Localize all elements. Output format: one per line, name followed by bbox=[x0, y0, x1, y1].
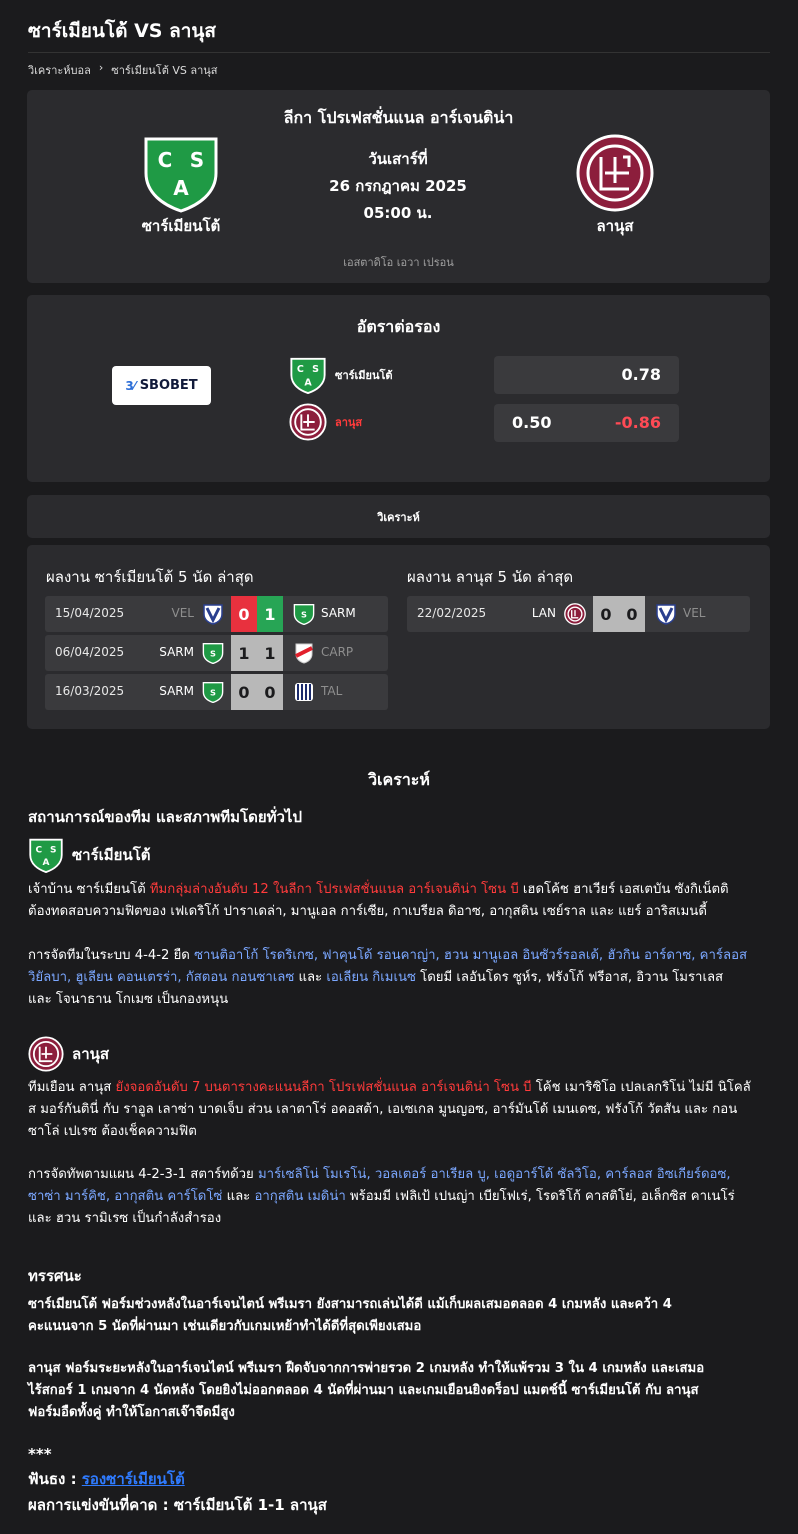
svg-text:A: A bbox=[42, 857, 50, 868]
lanus-logo bbox=[28, 1036, 64, 1072]
away-team-heading bbox=[28, 1036, 109, 1072]
home-form-row[interactable] bbox=[45, 596, 388, 632]
text-span: ซาโล่ เปเรซ ต้องเช็คความฟิต bbox=[28, 1124, 197, 1139]
home-team-heading bbox=[28, 837, 151, 873]
text-span: การจัดทัพตามแผน 4-2-3-1 สตาร์ทด้วย bbox=[28, 1167, 258, 1182]
home-form-row[interactable] bbox=[45, 635, 388, 671]
player-link[interactable]: ซาซ่า มาร์คิช, อากุสติน คาร์โดโซ่ bbox=[28, 1189, 223, 1204]
odds-row-home[interactable] bbox=[494, 356, 679, 394]
match-time: 05:00 น. bbox=[363, 204, 433, 222]
match-away-score: 0 bbox=[257, 674, 283, 710]
text-span: เฮดโค้ช ฮาเวียร์ เอสเตบัน ซังกิเน็ตติ bbox=[518, 882, 729, 897]
match-datetime bbox=[298, 146, 498, 227]
match-away-team: SARM bbox=[321, 606, 356, 620]
home-paragraph-1 bbox=[28, 879, 770, 923]
breadcrumb bbox=[28, 61, 218, 79]
lanus-logo bbox=[575, 133, 655, 213]
match-home-team: SARM bbox=[159, 684, 194, 698]
analysis-tab[interactable]: วิเคราะห์ bbox=[27, 495, 770, 538]
player-link[interactable]: ซานติอาโก้ โรดริเกซ, ฟาคุนโด้ รอนคาญ่า, ฮวน มานูเอล อินซัวร์รอลเด้, ฮัวกิน อาร์ดาซ, คาร์ลอส bbox=[194, 948, 748, 963]
away-form-title: ผลงาน ลานุส 5 นัด ล่าสุด bbox=[407, 568, 574, 586]
breadcrumb-separator-icon: › bbox=[98, 61, 104, 74]
overview-title: สถานการณ์ของทีม และสภาพทีมโดยทั่วไป bbox=[28, 808, 302, 826]
text-span: และ ฮวน รามิเรซ เป็นกำลังสำรอง bbox=[28, 1211, 222, 1226]
text-span: พร้อมมี เฟลิเป้ เปนญ่า เบียโฟเร่, โรดริโก้ คาสติโย่, อเล็กซิส คาเนโร่ bbox=[345, 1189, 735, 1204]
match-day: วันเสาร์ที่ bbox=[368, 150, 428, 168]
talleres-logo bbox=[293, 681, 315, 703]
match-date: 15/04/2025 bbox=[55, 606, 125, 620]
lanus-logo bbox=[564, 603, 586, 625]
text-span: คะแนนจาก 5 นัดที่ผ่านมา เช่นเดียวกับเกมเหย้าทำได้ดีที่สุดเพียงเสมอ bbox=[28, 1319, 422, 1334]
sbobet-logo[interactable] bbox=[112, 366, 211, 405]
svg-text:S: S bbox=[210, 687, 216, 698]
sarmiento-logo bbox=[202, 681, 224, 703]
verdict-title: ทรรศนะ bbox=[28, 1267, 82, 1285]
match-home-score: 1 bbox=[231, 635, 257, 671]
highlight-red: ยังจอดอันดับ 7 บนตารางคะแนนลีกา โปรเฟสชั่นแนล อาร์เจนติน่า โซน บี bbox=[115, 1080, 532, 1095]
sarmiento-logo bbox=[293, 603, 315, 625]
match-away-score: 1 bbox=[257, 635, 283, 671]
match-date: 22/02/2025 bbox=[417, 606, 487, 620]
odds-card bbox=[27, 295, 770, 482]
text-span: โค้ช เมาริซิโอ เปลเลกริโน่ ไม่มี นิโคลั bbox=[531, 1080, 751, 1095]
odds-row-away[interactable] bbox=[494, 404, 679, 442]
odds-home-team bbox=[289, 356, 393, 394]
home-form-row[interactable] bbox=[45, 674, 388, 710]
title-divider bbox=[28, 52, 770, 53]
match-home-score: 0 bbox=[231, 674, 257, 710]
match-home-team: SARM bbox=[159, 645, 194, 659]
match-away-team: CARP bbox=[321, 645, 354, 659]
sarmiento-logo bbox=[28, 837, 64, 873]
match-date: 16/03/2025 bbox=[55, 684, 125, 698]
match-away-team: VEL bbox=[683, 606, 706, 620]
player-link[interactable]: เอเลียน กิเมเนซ bbox=[326, 970, 416, 985]
river-plate-logo bbox=[293, 642, 315, 664]
text-span: และ bbox=[222, 1189, 255, 1204]
svg-text:S: S bbox=[301, 609, 307, 620]
player-link[interactable]: อากุสติน เมดิน่า bbox=[254, 1189, 346, 1204]
svg-text:C: C bbox=[296, 364, 304, 376]
highlight-red: ทีมกลุ่มล่างอันดับ 12 ในลีกา โปรเฟสชั่นแนล อาร์เจนติน่า โซน บี bbox=[149, 882, 519, 897]
velez-logo bbox=[655, 603, 677, 625]
match-away-score: 1 bbox=[257, 596, 283, 632]
league-name: ลีกา โปรเฟสชั่นแนล อาร์เจนติน่า bbox=[283, 108, 514, 127]
svg-text:C: C bbox=[35, 845, 43, 856]
tip-line bbox=[28, 1468, 770, 1490]
prediction-label: ผลการแข่งขันที่คาด : bbox=[28, 1496, 174, 1514]
odds-home-name: ซาร์เมียนโต้ bbox=[335, 369, 393, 382]
text-span: และ bbox=[294, 970, 327, 985]
article-section-title: วิเคราะห์ bbox=[368, 770, 430, 789]
svg-text:S: S bbox=[312, 364, 320, 376]
odds-title: อัตราต่อรอง bbox=[356, 317, 441, 336]
text-span: และ โจนาธาน โกเมซ เป็นกองหนุน bbox=[28, 992, 229, 1007]
breadcrumb-home-link[interactable]: วิเคราะห์บอล bbox=[28, 64, 91, 77]
text-span: ลานุส ฟอร์มระยะหลังในอาร์เจนไตน์ พรีเมรา ฝืดจับจากการพ่ายรวด 2 เกมหลัง ทำให้แพ้รวม 3 ใน 4 เกมหลัง และเสมอ bbox=[28, 1361, 705, 1376]
sarmiento-logo bbox=[202, 642, 224, 664]
sarmiento-small-logo bbox=[289, 356, 327, 394]
svg-text:S: S bbox=[49, 845, 57, 856]
match-home-score: 0 bbox=[593, 596, 619, 632]
away-form-row[interactable] bbox=[407, 596, 750, 632]
prediction-value: ซาร์เมียนโต้ 1-1 ลานุส bbox=[173, 1496, 327, 1514]
text-span: โดยมี เลอันโดร ซูห์ร, ฟรังโก้ ฟรีอาส, อิวาน โมราเลส bbox=[415, 970, 724, 985]
text-span: ต้องทดสอบความฟิตของ เฟเดริโก้ ปาราเดล่า, มานูเอล การ์เซีย, กาเบรียล ดิอาซ, อากุสติน เซย์ราล และ แยร์ อาริสเมนดี้ bbox=[28, 904, 707, 919]
text-span: ทีมเยือน ลานุส bbox=[28, 1080, 116, 1095]
bookmaker-name: SBOBET bbox=[139, 378, 198, 393]
separator-stars: *** bbox=[28, 1445, 52, 1463]
text-span: ส มอร์กันตินี่ กับ ราอูล เลาซ่า บาดเจ็บ ส่วน เลาตาโร่ อคอสต้า, เอเซเกล มูนญอซ, อาร์มันโด้ เมนเดซ, ฟรังโก้ วัตสัน และ กอน bbox=[28, 1102, 738, 1117]
text-span: ไร้สกอร์ 1 เกมจาก 4 นัดหลัง โดยยิงไม่ออกตลอด 4 นัดที่ผ่านมา และเกมเยือนยิงดร็อป แมตช์นี้ ซาร์เมียนโต้ กับ ลานุส bbox=[28, 1383, 699, 1398]
match-away-team: TAL bbox=[321, 684, 343, 698]
odds-handicap-value: 0.50 bbox=[512, 413, 552, 432]
verdict-paragraph-2 bbox=[28, 1358, 770, 1424]
home-team-name: ซาร์เมียนโต้ bbox=[141, 217, 221, 235]
match-date: 26 กรกฎาคม 2025 bbox=[329, 177, 467, 195]
lanus-small-logo bbox=[289, 403, 327, 441]
svg-text:A: A bbox=[304, 377, 312, 389]
match-home-team: VEL bbox=[171, 606, 194, 620]
sarmiento-logo bbox=[141, 133, 221, 213]
away-team-heading-label: ลานุส bbox=[72, 1045, 110, 1063]
venue: เอสตาดิโอ เอวา เปรอน bbox=[343, 256, 454, 269]
match-away-score: 0 bbox=[619, 596, 645, 632]
breadcrumb-current: ซาร์เมียนโต้ VS ลานุส bbox=[111, 64, 218, 77]
text-span: ซาร์เมียนโต้ ฟอร์มช่วงหลังในอาร์เจนไตน์ พรีเมรา ยังสามารถเล่นได้ดี แม้เก็บผลเสมอตลอด 4 เกมหลัง และคว้า 4 bbox=[28, 1297, 672, 1312]
match-home-score: 0 bbox=[231, 596, 257, 632]
svg-text:C: C bbox=[157, 148, 173, 172]
home-paragraph-2 bbox=[28, 945, 770, 1011]
match-date: 06/04/2025 bbox=[55, 645, 125, 659]
svg-text:A: A bbox=[173, 176, 189, 200]
tip-label: ฟันธง : bbox=[28, 1470, 82, 1488]
tip-link[interactable]: รองซาร์เมียนโต้ bbox=[81, 1470, 185, 1488]
text-span: การจัดทีมในระบบ 4-4-2 ยืด bbox=[28, 948, 195, 963]
match-home-team: LAN bbox=[531, 606, 556, 620]
svg-text:S: S bbox=[210, 648, 216, 659]
velez-logo bbox=[202, 603, 224, 625]
sbobet-mark-icon: 3⁄ bbox=[125, 378, 136, 393]
player-link[interactable]: มาร์เซลิโน่ โมเรโน่, วอลเตอร์ อาเรียล บู, เอดูอาร์โด้ ซัลวิโอ, คาร์ลอส อิซเกียร์ดอซ, bbox=[257, 1167, 731, 1182]
odds-home-value: 0.78 bbox=[621, 365, 661, 384]
odds-away-team bbox=[289, 403, 362, 441]
verdict-paragraph-1 bbox=[28, 1294, 770, 1338]
away-team-name: ลานุส bbox=[596, 217, 634, 235]
recent-form-card bbox=[27, 545, 770, 729]
odds-away-name: ลานุส bbox=[335, 416, 363, 429]
odds-away-value: -0.86 bbox=[614, 413, 661, 432]
away-paragraph-1 bbox=[28, 1077, 770, 1143]
svg-text:S: S bbox=[189, 148, 205, 172]
prediction-line bbox=[28, 1494, 770, 1516]
page-title: ซาร์เมียนโต้ VS ลานุส bbox=[28, 20, 216, 42]
away-paragraph-2 bbox=[28, 1164, 770, 1230]
match-header-card bbox=[27, 90, 770, 283]
player-link[interactable]: วิยัลบา, ฮูเลียน คอนเตรร่า, กัสตอน กอนซาเลซ bbox=[28, 970, 295, 985]
home-form-title: ผลงาน ซาร์เมียนโต้ 5 นัด ล่าสุด bbox=[46, 568, 254, 586]
text-span: เจ้าบ้าน ซาร์เมียนโต้ bbox=[28, 882, 150, 897]
text-span: ฟอร์มอืดทั้งคู่ ทำให้โอกาสเจ๊าจึดมีสูง bbox=[28, 1405, 235, 1420]
home-team-heading-label: ซาร์เมียนโต้ bbox=[72, 846, 151, 864]
